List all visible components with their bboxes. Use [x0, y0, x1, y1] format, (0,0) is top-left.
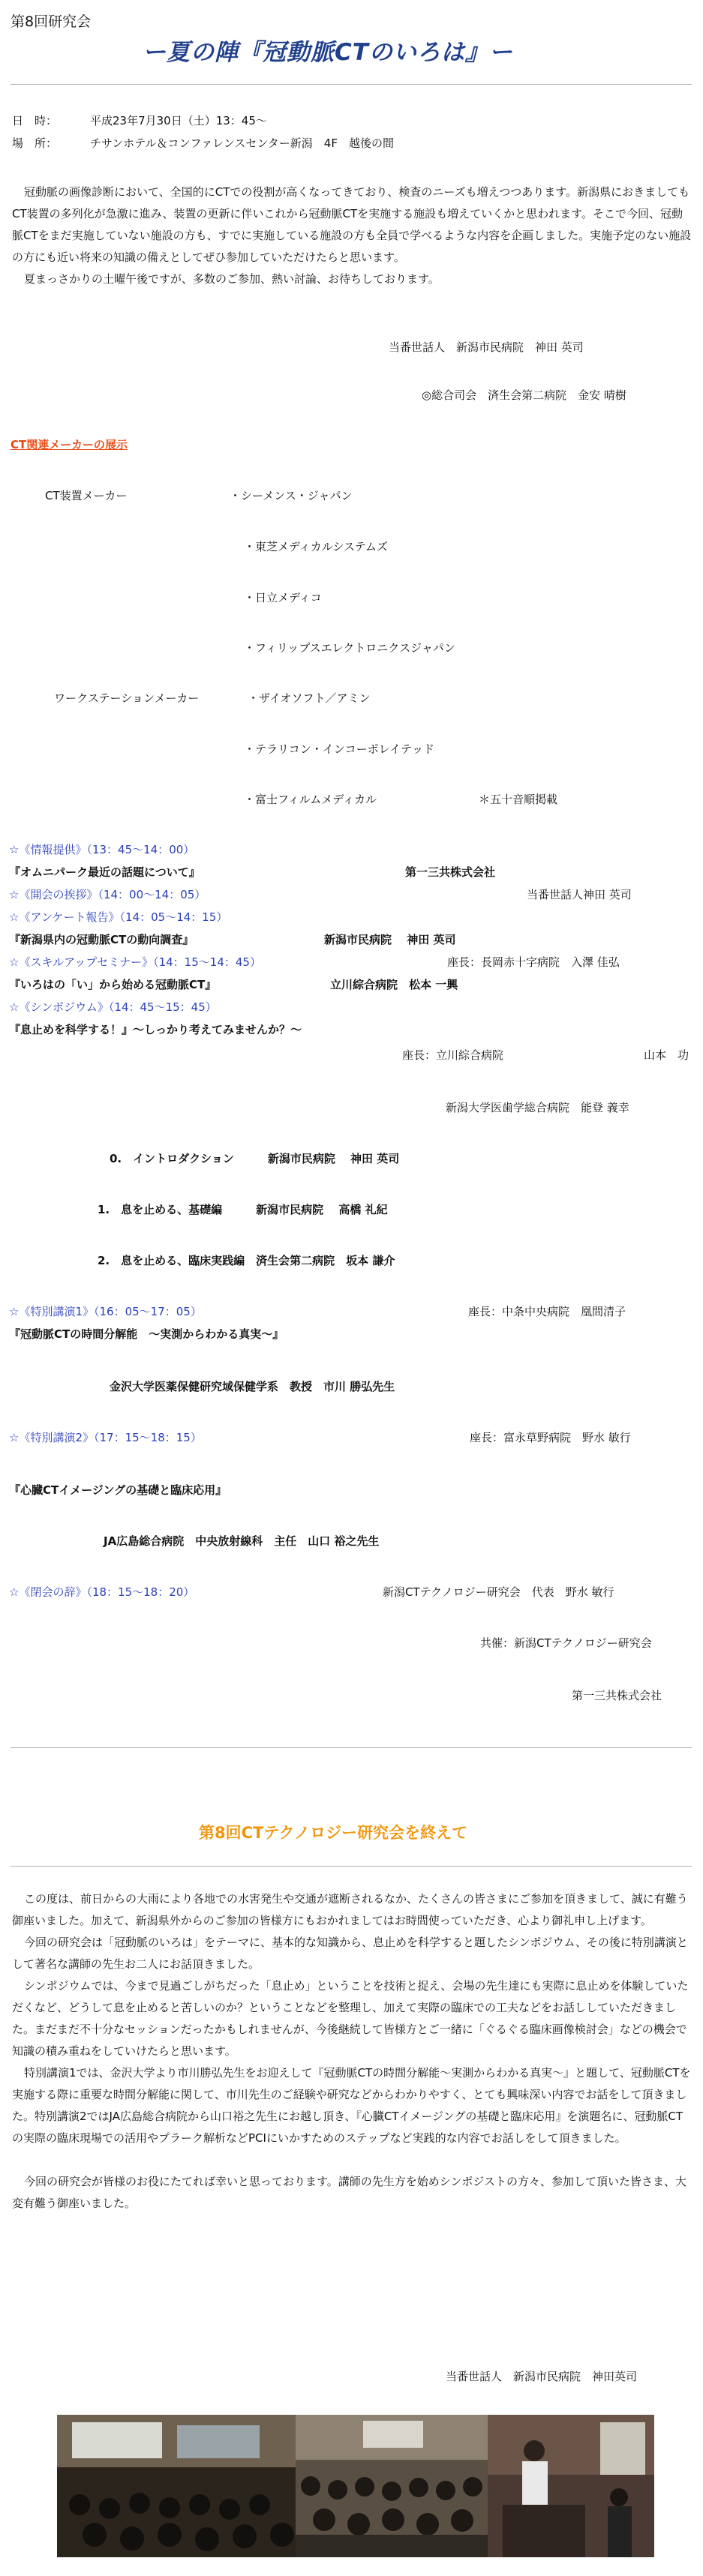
survey-title: 『新潟県内の冠動脈CTの動向調査』: [9, 933, 194, 946]
intro-paragraph: 夏まっさかりの土曜午後ですが、多数のご参加、熱い討論、お待ちしております。: [24, 272, 440, 286]
symposium-title: 『息止めを科学する！』～しっかり考えてみませんか？～: [9, 1023, 302, 1036]
divider: [11, 1747, 692, 1748]
ws-maker-item: ・ザイオソフト／アミン: [248, 691, 371, 705]
cohost: 第一三共株式会社: [572, 1689, 662, 1702]
page-title: ー夏の陣『冠動脈CTのいろは』ー: [143, 39, 513, 66]
date-value: 平成23年7月30日（土）13：45～: [90, 114, 267, 127]
place-value: チサンホテル＆コンファレンスセンター新潟 4F 越後の間: [90, 136, 394, 150]
opening-speaker: 当番世話人神田 英司: [527, 888, 632, 901]
ct-maker-label: CT装置メーカー: [45, 489, 128, 502]
closing-speaker: 新潟CTテクノロジー研究会 代表 野水 敏行: [383, 1585, 614, 1599]
date-label: 日 時：: [12, 114, 58, 127]
special-lecture-1-heading: ☆《特別講演1》（16：05～17：05）: [9, 1305, 202, 1318]
ws-maker-label: ワークステーションメーカー: [54, 691, 200, 705]
survey-speaker: 新潟市民病院 神田 英司: [324, 933, 456, 946]
ct-maker-item: ・東芝メディカルシステムズ: [244, 540, 388, 553]
skillup-chair: 座長：長岡赤十字病院 入澤 佳弘: [447, 955, 620, 969]
info-title: 『オムニパーク最近の話題について』: [9, 865, 200, 879]
special-lecture-1-title: 『冠動脈CTの時間分解能 ～実測からわかる真実～』: [9, 1327, 284, 1341]
report-paragraph: シンポジウムでは、今まで見過ごしがちだった「息止め」ということを技術と捉え、会場の先生達にも実際に息止めを体験していただくなど、どうして息を止めると苦しいのか？ということなどを整理し、加えて実際の臨床での工夫などをお話ししていただきました。まだまだ不十分なセッションだったかもしれませんが、今後継続して皆様方とご一緒に「ぐるぐる臨床画像検討会」などの機会で知識の積み重ねをしていけたらと思います。: [12, 1979, 689, 2058]
intro-text: [12, 181, 692, 290]
kicker: 第8回研究会: [11, 13, 92, 30]
ws-maker-item: ・テラリコン・インコーポレイテッド: [244, 742, 434, 756]
ct-maker-item: ・シーメンス・ジャパン: [230, 489, 353, 502]
report-title: 第8回CTテクノロジー研究会を終えて: [199, 1824, 468, 1842]
report-text: [12, 1888, 692, 2215]
special-lecture-2-chair: 座長：富永草野病院 野水 敏行: [470, 1431, 631, 1444]
info-org: 第一三共株式会社: [405, 865, 496, 879]
organizer-sign: 当番世話人 新潟市民病院 神田 英司: [389, 340, 584, 354]
symposium-item: 2. 息を止める、臨床実践編 済生会第二病院 坂本 謙介: [98, 1254, 395, 1267]
opening-heading: ☆《開会の挨拶》（14：00～14：05）: [9, 888, 206, 901]
special-lecture-1-chair: 座長：中条中央病院 凰間清子: [468, 1305, 626, 1318]
audience-photo: [296, 2415, 488, 2557]
divider: [11, 1866, 692, 1867]
makers-heading: CT関連メーカーの展示: [11, 438, 128, 451]
symposium-heading: ☆《シンポジウム》（14：45～15：45）: [9, 1000, 217, 1014]
symposium-chair-name: 山本 功: [644, 1048, 689, 1062]
ws-maker-item: ・富士フィルムメディカル: [244, 793, 377, 806]
report-paragraph: 今回の研究会が皆様のお役にたてれば幸いと思っております。講師の先生方を始めシンポジストの方々、参加して頂いた皆さま、大変有難う御座いました。: [12, 2175, 686, 2210]
symposium-chair: 座長：立川綜合病院: [402, 1048, 504, 1062]
cohost: 共催：新潟CTテクノロジー研究会: [480, 1636, 652, 1650]
symposium-chair: 新潟大学医歯学総合病院 能登 義幸: [446, 1101, 629, 1114]
special-lecture-2-heading: ☆《特別講演2》（17：15～18：15）: [9, 1431, 202, 1444]
intro-paragraph: 冠動脈の画像診断において、全国的にCTでの役割が高くなってきており、検査のニーズも増えつつあります。新潟県におきましてもCT装置の多列化が急激に進み、装置の更新に伴いこれから冠動脈CTを実施する施設も増えていくかと思われます。そこで今回、冠動脈CTをまだ実施していない施設の方も、すでに実施している施設の方も全員で学べるような内容を企画しました。実施予定のない施設の方にも近い将来の知識の備えとしてぜひ参加していただけたらと思います。: [12, 185, 692, 264]
report-paragraph: 特別講演1では、金沢大学より市川勝弘先生をお迎えして『冠動脈CTの時間分解能～実測からわかる真実～』と題して、冠動脈CTを実施する際に重要な時間分解能に関して、市川先生のご経験や研究などからわかりやすく、とても興味深い内容でお話をして頂きました。特別講演2ではJA広島総合病院から山口裕之先生にお越し頂き、『心臓CTイメージングの基礎と臨床応用』を演題名に、冠動脈CTの実際の臨床現場での活用やプラーク解析などPCIにいかすためのステップなど実践的な内容でお話しをして頂きました。: [12, 2066, 691, 2145]
report-paragraph: 今回の研究会は「冠動脈のいろは」をテーマに、基本的な知識から、息止めを科学すると題したシンポジウム、その後に特別講演として著名な講師の先生お二人にお話頂きました。: [12, 1936, 688, 1971]
skillup-speaker: 立川綜合病院 松本 一興: [330, 978, 458, 991]
ct-maker-item: ・日立メディコ: [244, 591, 322, 604]
survey-heading: ☆《アンケート報告》（14：05～14：15）: [9, 910, 228, 924]
special-lecture-1-speaker: 金沢大学医薬保健研究域保健学系 教授 市川 勝弘先生: [110, 1380, 395, 1393]
chair-sign: ◎総合司会 済生会第二病院 金安 晴樹: [422, 388, 626, 402]
report-signature: 当番世話人 新潟市民病院 神田英司: [446, 2370, 638, 2383]
special-lecture-2-title: 『心臓CTイメージングの基礎と臨床応用』: [9, 1483, 227, 1497]
closing-heading: ☆《閉会の辞》（18：15～18：20）: [9, 1585, 195, 1599]
special-lecture-2-speaker: JA広島総合病院 中央放射線科 主任 山口 裕之先生: [104, 1534, 380, 1548]
info-heading: ☆《情報提供》（13：45～14：00）: [9, 843, 195, 856]
divider: [11, 84, 692, 85]
symposium-item: 0. イントロダクション 新潟市民病院 神田 英司: [110, 1152, 400, 1165]
place-label: 場 所：: [12, 136, 58, 150]
podium-photo: [488, 2415, 654, 2557]
skillup-heading: ☆《スキルアップセミナー》（14：15～14：45）: [9, 955, 261, 969]
skillup-title: 『いろはの「い」から始める冠動脈CT』: [9, 978, 217, 991]
report-paragraph: この度は、前日からの大雨により各地での水害発生や交通が遮断されるなか、たくさんの皆さまにご参加を頂きまして、誠に有難う御座いました。加えて、新潟県外からのご参加の皆様方にもおかれましてはお時間使っていただき、心より御礼申し上げます。: [12, 1892, 688, 1927]
symposium-item: 1. 息を止める、基礎編 新潟市民病院 高橋 礼紀: [98, 1203, 388, 1216]
ct-maker-item: ・フィリップスエレクトロニクスジャパン: [244, 641, 455, 655]
makers-note: ＊五十音順掲載: [479, 793, 558, 806]
lecture-hall-photo: [57, 2415, 296, 2557]
